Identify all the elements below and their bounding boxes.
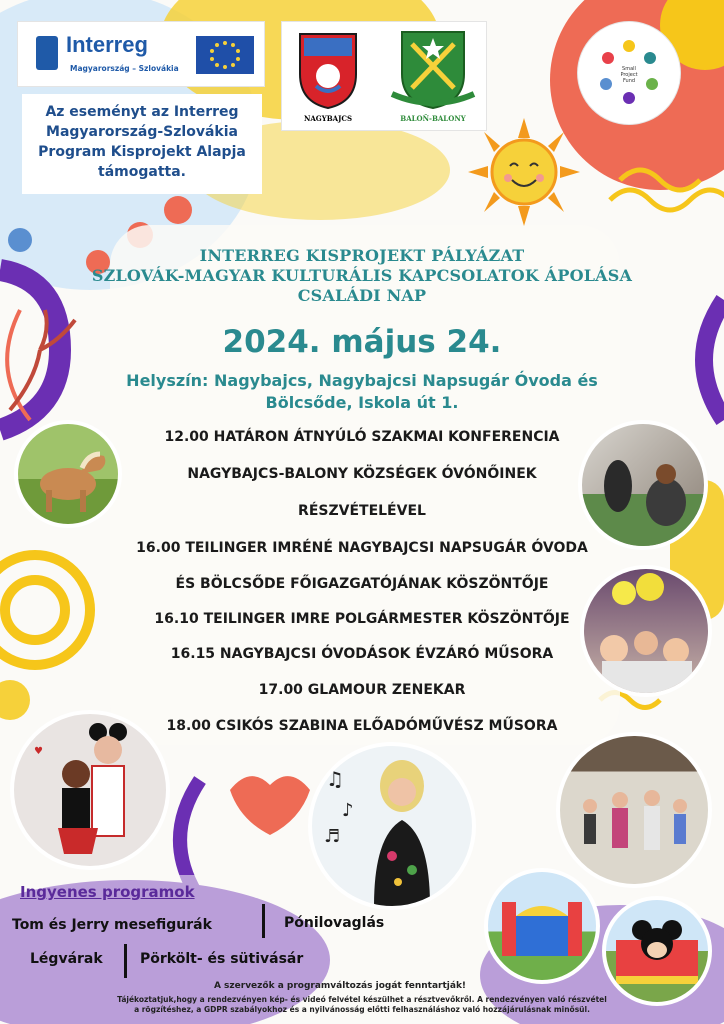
venue-line-2: Bölcsőde, Iskola út 1. — [265, 393, 459, 412]
svg-text:♥: ♥ — [34, 746, 43, 757]
privacy-line-1: Tájékoztatjuk,hogy a rendezvényen kép- és videó felvétel készülhet a résztvevőkről. A rendezvényen való részvétel — [117, 995, 607, 1004]
bouncy-castle-photo — [484, 868, 600, 984]
interreg-subtitle: Magyarország – Szlovákia — [70, 64, 179, 73]
svg-text:♫: ♫ — [326, 767, 344, 791]
event-date: 2024. május 24. — [222, 324, 502, 360]
kids-balloons-photo — [580, 565, 712, 697]
venue — [110, 370, 614, 414]
mickey-castle-photo — [602, 896, 712, 1006]
schedule-line: NAGYBAJCS-BALONY KÖZSÉGEK ÓVÓNŐINEK — [187, 466, 537, 482]
singer-photo — [308, 742, 476, 910]
svg-text:♪: ♪ — [342, 800, 354, 821]
separator — [262, 904, 265, 938]
organizer-note: A szervezők a programváltozás jogát fenntartják! — [213, 981, 467, 991]
schedule-line: 18.00 CSIKÓS SZABINA ELŐADÓMŰVÉSZ MŰSORA — [166, 718, 558, 734]
balony-crest-icon — [390, 28, 476, 112]
title-line-1: INTERREG KISPROJEKT PÁLYÁZAT — [199, 246, 525, 265]
free-item-tom-jerry: Tom és Jerry mesefigurák — [12, 917, 212, 933]
schedule-line: 16.10 TEILINGER IMRE POLGÁRMESTER KÖSZÖNTŐJE — [154, 611, 570, 627]
conference-photo — [578, 420, 708, 550]
coats-of-arms-box — [282, 22, 486, 130]
sun-icon — [468, 118, 580, 226]
band-photo — [10, 710, 170, 870]
nagybajcs-crest-icon — [296, 30, 360, 110]
schedule-line: RÉSZVÉTELÉVEL — [298, 503, 426, 519]
kindergarten-photo — [556, 732, 712, 888]
schedule-line: 17.00 GLAMOUR ZENEKAR — [258, 682, 466, 698]
interreg-name: Interreg — [66, 32, 148, 57]
interreg-mark-icon — [36, 36, 58, 70]
title-line-2: SZLOVÁK-MAGYAR KULTURÁLIS KAPCSOLATOK ÁPOLÁSA — [91, 266, 633, 285]
free-item-food: Pörkölt- és sütivásár — [140, 951, 304, 967]
eu-flag-icon — [196, 36, 254, 74]
support-text: Az eseményt az Interreg Magyarország-Szlovákia Program Kisprojekt Alapja támogatta. — [22, 94, 262, 194]
nagybajcs-label: NAGYBAJCS — [303, 114, 353, 123]
interreg-logo — [18, 22, 264, 86]
privacy-notice — [4, 995, 720, 1015]
privacy-line-2: a rögzítéshez, a GDPR szabályokhoz és a nyilvánosság előtti felhasználáshoz való hozzájárulásnak minősül. — [134, 1005, 590, 1014]
pony-photo — [14, 420, 122, 528]
svg-text:♬: ♬ — [324, 826, 341, 847]
title-line-3: CSALÁDI NAP — [297, 286, 427, 305]
small-project-fund-logo — [578, 22, 680, 124]
venue-line-1: Helyszín: Nagybajcs, Nagybajcsi Napsugár Óvoda és — [126, 371, 598, 390]
spf-label: Small Project Fund — [620, 66, 638, 84]
schedule-line: 12.00 HATÁRON ÁTNYÚLÓ SZAKMAI KONFERENCIA — [164, 429, 560, 445]
schedule-line: 16.15 NAGYBAJCSI ÓVODÁSOK ÉVZÁRÓ MŰSORA — [170, 646, 554, 662]
schedule-line: ÉS BÖLCSŐDE FŐIGAZGATÓJÁNAK KÖSZÖNTŐJE — [175, 576, 549, 592]
schedule-line: 16.00 TEILINGER IMRÉNÉ NAGYBAJCSI NAPSUGÁR ÓVODA — [136, 540, 588, 556]
separator — [124, 944, 127, 978]
balony-label: BALOŇ-BALONY — [400, 114, 466, 123]
free-programs-title: Ingyenes programok — [20, 883, 195, 901]
project-title — [90, 246, 634, 306]
free-item-bouncy: Légvárak — [30, 951, 103, 967]
free-item-pony: Pónilovaglás — [284, 915, 385, 931]
